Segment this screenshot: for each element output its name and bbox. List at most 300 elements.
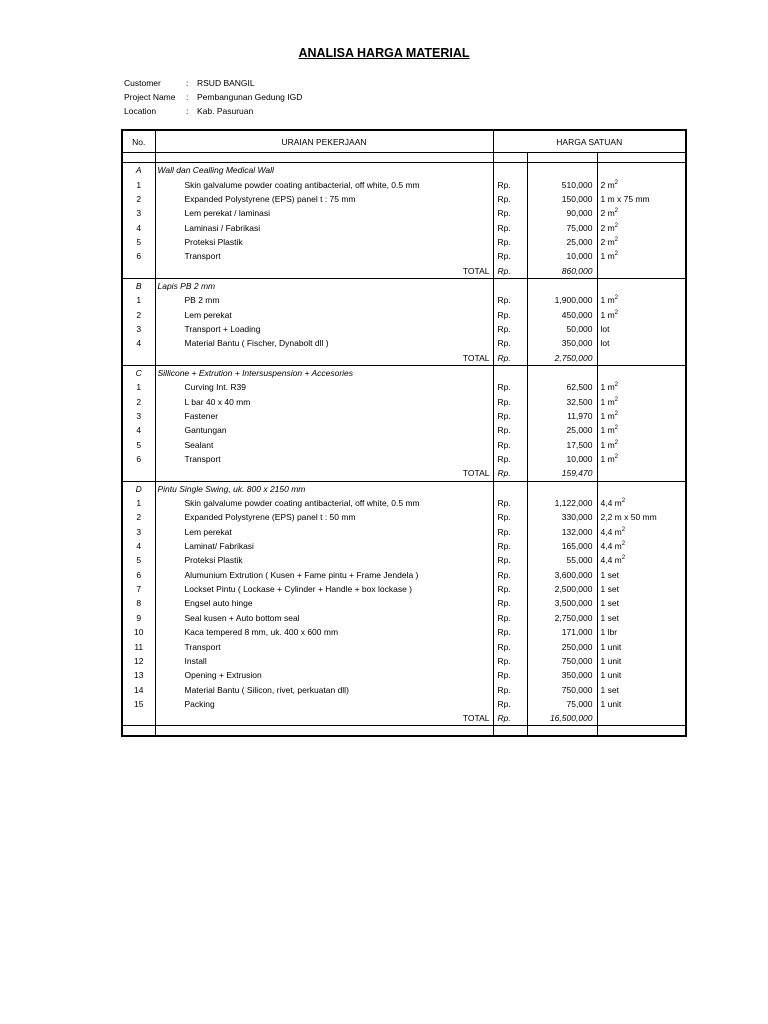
item-description-cell bbox=[155, 336, 493, 350]
section-title: Sillicone + Extrution + Intersuspension + Accesories bbox=[157, 367, 354, 378]
item-unit: 1 m bbox=[600, 309, 615, 320]
unit-superscript: 2 bbox=[621, 498, 626, 505]
spacer-cell bbox=[527, 726, 597, 737]
item-number: 9 bbox=[122, 611, 155, 625]
amount-cell bbox=[527, 365, 597, 380]
item-unit: 1 m bbox=[600, 439, 615, 450]
item-number: 10 bbox=[122, 625, 155, 639]
currency: Rp. bbox=[493, 568, 527, 582]
unit-superscript: 2 bbox=[614, 222, 619, 229]
section-header-row bbox=[122, 163, 686, 178]
item-amount: 330,000 bbox=[527, 510, 597, 524]
header-unit-price: HARGA SATUAN bbox=[493, 130, 686, 153]
unit-cell bbox=[597, 350, 686, 365]
header-description: URAIAN PEKERJAAN bbox=[155, 130, 493, 153]
info-label: Customer bbox=[124, 78, 161, 88]
currency: Rp. bbox=[493, 539, 527, 553]
item-description: Curving Int. R39 bbox=[184, 382, 246, 393]
section-total: 860,000 bbox=[527, 263, 597, 278]
item-amount: 750,000 bbox=[527, 682, 597, 696]
item-amount: 55,000 bbox=[527, 553, 597, 567]
item-description: Lockset Pintu ( Lockase + Cylinder + Handle + box lockase ) bbox=[184, 584, 412, 595]
amount-cell bbox=[527, 278, 597, 293]
item-unit-cell bbox=[597, 293, 686, 307]
section-title-cell bbox=[155, 481, 493, 496]
item-description-cell bbox=[155, 423, 493, 437]
item-number: 12 bbox=[122, 654, 155, 668]
item-amount: 250,000 bbox=[527, 639, 597, 653]
item-number: 15 bbox=[122, 697, 155, 711]
item-unit: 1 m bbox=[600, 295, 615, 306]
unit-cell bbox=[597, 466, 686, 481]
item-description-cell bbox=[155, 510, 493, 524]
item-amount: 10,000 bbox=[527, 452, 597, 466]
section-total-row bbox=[122, 711, 686, 726]
currency: Rp. bbox=[493, 263, 527, 278]
amount-cell bbox=[527, 163, 597, 178]
currency: Rp. bbox=[493, 423, 527, 437]
item-amount: 75,000 bbox=[527, 220, 597, 234]
currency: Rp. bbox=[493, 625, 527, 639]
spacer-cell bbox=[122, 726, 155, 737]
currency: Rp. bbox=[493, 192, 527, 206]
item-amount: 1,122,000 bbox=[527, 496, 597, 510]
item-unit-cell bbox=[597, 380, 686, 394]
table-row bbox=[122, 668, 686, 682]
currency: Rp. bbox=[493, 293, 527, 307]
item-unit-cell bbox=[597, 423, 686, 437]
item-unit: 1 m bbox=[600, 425, 615, 436]
item-unit: 1 unit bbox=[600, 670, 622, 681]
item-unit-cell bbox=[597, 639, 686, 653]
item-unit: 2,2 m x 50 mm bbox=[600, 512, 657, 523]
item-unit-cell bbox=[597, 206, 686, 220]
unit-superscript: 2 bbox=[614, 396, 619, 403]
currency-cell bbox=[493, 278, 527, 293]
price-table bbox=[121, 129, 687, 737]
table-row bbox=[122, 496, 686, 510]
item-amount: 450,000 bbox=[527, 307, 597, 321]
item-description-cell bbox=[155, 249, 493, 263]
item-amount: 17,500 bbox=[527, 438, 597, 452]
item-description: Material Bantu ( Fischer, Dynabolt dll ) bbox=[184, 338, 329, 349]
section-total-row bbox=[122, 263, 686, 278]
item-unit: 1 set bbox=[600, 612, 619, 623]
table-row bbox=[122, 438, 686, 452]
item-unit-cell bbox=[597, 568, 686, 582]
section-total: 2,750,000 bbox=[527, 350, 597, 365]
item-description: Proteksi Plastik bbox=[184, 236, 243, 247]
item-amount: 132,000 bbox=[527, 525, 597, 539]
item-description: Transport bbox=[184, 251, 221, 262]
spacer-row bbox=[122, 726, 686, 737]
table-row bbox=[122, 249, 686, 263]
item-number: 3 bbox=[122, 206, 155, 220]
item-amount: 10,000 bbox=[527, 249, 597, 263]
item-unit: lot bbox=[600, 323, 610, 334]
total-no-cell bbox=[122, 466, 155, 481]
table-row bbox=[122, 380, 686, 394]
item-unit-cell bbox=[597, 192, 686, 206]
currency: Rp. bbox=[493, 249, 527, 263]
currency: Rp. bbox=[493, 177, 527, 191]
item-description-cell bbox=[155, 539, 493, 553]
table-row bbox=[122, 293, 686, 307]
table-row bbox=[122, 596, 686, 610]
item-description-cell bbox=[155, 206, 493, 220]
item-amount: 510,000 bbox=[527, 177, 597, 191]
item-number: 13 bbox=[122, 668, 155, 682]
currency: Rp. bbox=[493, 654, 527, 668]
item-description: Expanded Polystyrene (EPS) panel t : 75 mm bbox=[184, 193, 356, 204]
item-number: 4 bbox=[122, 423, 155, 437]
item-unit-cell bbox=[597, 596, 686, 610]
total-label: TOTAL bbox=[155, 263, 493, 278]
item-number: 7 bbox=[122, 582, 155, 596]
item-number: 14 bbox=[122, 682, 155, 696]
item-number: 2 bbox=[122, 510, 155, 524]
item-description-cell bbox=[155, 235, 493, 249]
item-description: Proteksi Plastik bbox=[184, 555, 243, 566]
info-value: Pembangunan Gedung IGD bbox=[197, 92, 303, 102]
unit-superscript: 2 bbox=[614, 237, 619, 244]
item-unit-cell bbox=[597, 452, 686, 466]
table-row bbox=[122, 682, 686, 696]
item-number: 4 bbox=[122, 220, 155, 234]
item-unit: 1 lbr bbox=[600, 627, 618, 638]
project-info bbox=[124, 76, 302, 118]
section-title-cell bbox=[155, 163, 493, 178]
item-unit: 4,4 m bbox=[600, 555, 622, 566]
unit-superscript: 2 bbox=[614, 251, 619, 258]
item-unit-cell bbox=[597, 697, 686, 711]
currency: Rp. bbox=[493, 409, 527, 423]
item-amount: 2,500,000 bbox=[527, 582, 597, 596]
item-description-cell bbox=[155, 668, 493, 682]
item-unit-cell bbox=[597, 553, 686, 567]
item-description-cell bbox=[155, 625, 493, 639]
total-label: TOTAL bbox=[155, 466, 493, 481]
info-value: RSUD BANGIL bbox=[197, 78, 255, 88]
table-row bbox=[122, 409, 686, 423]
unit-superscript: 2 bbox=[621, 541, 626, 548]
spacer-row bbox=[122, 153, 686, 163]
item-description-cell bbox=[155, 307, 493, 321]
table-row bbox=[122, 697, 686, 711]
info-row-customer bbox=[124, 76, 302, 90]
info-colon: : bbox=[186, 92, 189, 102]
item-description: Lem perekat bbox=[184, 526, 232, 537]
spacer-cell bbox=[493, 726, 527, 737]
item-unit-cell bbox=[597, 249, 686, 263]
currency: Rp. bbox=[493, 438, 527, 452]
item-number: 2 bbox=[122, 395, 155, 409]
table-row bbox=[122, 192, 686, 206]
section-code: C bbox=[122, 365, 155, 380]
item-description-cell bbox=[155, 220, 493, 234]
item-description: Skin galvalume powder coating antibacterial, off white, 0.5 mm bbox=[184, 179, 420, 190]
item-unit: 4,4 m bbox=[600, 498, 622, 509]
item-number: 2 bbox=[122, 307, 155, 321]
item-amount: 50,000 bbox=[527, 322, 597, 336]
table-row bbox=[122, 525, 686, 539]
section-code: B bbox=[122, 278, 155, 293]
item-description: Laminasi / Fabrikasi bbox=[184, 222, 261, 233]
item-description-cell bbox=[155, 596, 493, 610]
info-colon: : bbox=[186, 78, 189, 88]
total-label: TOTAL bbox=[155, 711, 493, 726]
item-number: 3 bbox=[122, 525, 155, 539]
currency: Rp. bbox=[493, 525, 527, 539]
table-row bbox=[122, 235, 686, 249]
section-code: D bbox=[122, 481, 155, 496]
item-number: 8 bbox=[122, 596, 155, 610]
item-description: Fastener bbox=[184, 411, 219, 422]
item-description: Sealant bbox=[184, 439, 214, 450]
item-amount: 350,000 bbox=[527, 668, 597, 682]
item-unit-cell bbox=[597, 409, 686, 423]
table-row bbox=[122, 568, 686, 582]
item-description-cell bbox=[155, 395, 493, 409]
item-description-cell bbox=[155, 568, 493, 582]
table-row bbox=[122, 336, 686, 350]
item-unit-cell bbox=[597, 625, 686, 639]
item-unit: 2 m bbox=[600, 222, 615, 233]
item-unit-cell bbox=[597, 438, 686, 452]
item-amount: 90,000 bbox=[527, 206, 597, 220]
item-number: 1 bbox=[122, 380, 155, 394]
item-description: Alumunium Extrution ( Kusen + Fame pintu + Frame Jendela ) bbox=[184, 569, 419, 580]
section-total: 159,470 bbox=[527, 466, 597, 481]
table-row bbox=[122, 553, 686, 567]
spacer-cell bbox=[597, 726, 686, 737]
item-amount: 3,600,000 bbox=[527, 568, 597, 582]
table-row bbox=[122, 625, 686, 639]
item-description-cell bbox=[155, 582, 493, 596]
item-unit: 1 set bbox=[600, 569, 619, 580]
currency: Rp. bbox=[493, 466, 527, 481]
unit-cell bbox=[597, 711, 686, 726]
unit-cell bbox=[597, 263, 686, 278]
item-amount: 171,000 bbox=[527, 625, 597, 639]
item-number: 2 bbox=[122, 192, 155, 206]
unit-superscript: 2 bbox=[614, 208, 619, 215]
price-table-body bbox=[122, 130, 686, 736]
item-description: Seal kusen + Auto bottom seal bbox=[184, 612, 300, 623]
table-row bbox=[122, 322, 686, 336]
item-unit: 1 set bbox=[600, 598, 619, 609]
item-description-cell bbox=[155, 452, 493, 466]
item-number: 3 bbox=[122, 322, 155, 336]
item-number: 1 bbox=[122, 496, 155, 510]
item-unit: lot bbox=[600, 338, 610, 349]
item-description: Material Bantu ( Silicon, rivet, perkuatan dll) bbox=[184, 684, 349, 695]
item-description: Install bbox=[184, 655, 207, 666]
item-amount: 62,500 bbox=[527, 380, 597, 394]
unit-superscript: 2 bbox=[614, 179, 619, 186]
item-description-cell bbox=[155, 654, 493, 668]
item-number: 1 bbox=[122, 177, 155, 191]
info-label: Location bbox=[124, 106, 157, 116]
currency: Rp. bbox=[493, 206, 527, 220]
item-number: 1 bbox=[122, 293, 155, 307]
item-description-cell bbox=[155, 380, 493, 394]
item-description-cell bbox=[155, 611, 493, 625]
item-amount: 2,750,000 bbox=[527, 611, 597, 625]
item-unit-cell bbox=[597, 322, 686, 336]
item-unit-cell bbox=[597, 336, 686, 350]
item-amount: 3,500,000 bbox=[527, 596, 597, 610]
section-title-cell bbox=[155, 278, 493, 293]
item-description-cell bbox=[155, 553, 493, 567]
currency: Rp. bbox=[493, 639, 527, 653]
item-description-cell bbox=[155, 697, 493, 711]
item-unit-cell bbox=[597, 525, 686, 539]
item-unit: 1 unit bbox=[600, 698, 622, 709]
currency: Rp. bbox=[493, 668, 527, 682]
item-description: Kaca tempered 8 mm, uk. 400 x 600 mm bbox=[184, 627, 339, 638]
item-unit-cell bbox=[597, 307, 686, 321]
spacer-cell bbox=[155, 153, 493, 163]
item-amount: 11,970 bbox=[527, 409, 597, 423]
item-unit: 1 set bbox=[600, 584, 619, 595]
item-description: Skin galvalume powder coating antibacterial, off white, 0.5 mm bbox=[184, 498, 420, 509]
unit-superscript: 2 bbox=[614, 382, 619, 389]
currency: Rp. bbox=[493, 395, 527, 409]
currency: Rp. bbox=[493, 380, 527, 394]
table-row bbox=[122, 582, 686, 596]
item-unit-cell bbox=[597, 668, 686, 682]
spacer-cell bbox=[493, 153, 527, 163]
item-unit: 1 unit bbox=[600, 655, 622, 666]
unit-superscript: 2 bbox=[614, 454, 619, 461]
item-unit: 1 m bbox=[600, 382, 615, 393]
item-description: Lem perekat bbox=[184, 309, 232, 320]
currency: Rp. bbox=[493, 452, 527, 466]
unit-superscript: 2 bbox=[621, 555, 626, 562]
item-amount: 350,000 bbox=[527, 336, 597, 350]
currency: Rp. bbox=[493, 682, 527, 696]
item-description-cell bbox=[155, 682, 493, 696]
currency: Rp. bbox=[493, 496, 527, 510]
item-unit-cell bbox=[597, 682, 686, 696]
item-amount: 1,900,000 bbox=[527, 293, 597, 307]
table-row bbox=[122, 177, 686, 191]
currency: Rp. bbox=[493, 350, 527, 365]
table-row bbox=[122, 539, 686, 553]
item-description: Expanded Polystyrene (EPS) panel t : 50 mm bbox=[184, 512, 356, 523]
section-title: Pintu Single Swing, uk. 800 x 2150 mm bbox=[157, 483, 306, 494]
item-description: Engsel auto hinge bbox=[184, 598, 253, 609]
item-description-cell bbox=[155, 192, 493, 206]
item-number: 4 bbox=[122, 539, 155, 553]
item-unit: 1 m bbox=[600, 411, 615, 422]
section-header-row bbox=[122, 365, 686, 380]
item-unit-cell bbox=[597, 235, 686, 249]
currency: Rp. bbox=[493, 611, 527, 625]
section-total-row bbox=[122, 466, 686, 481]
section-title-cell bbox=[155, 365, 493, 380]
item-unit: 1 set bbox=[600, 684, 619, 695]
item-description: Transport bbox=[184, 641, 221, 652]
item-description: Lem perekat / laminasi bbox=[184, 208, 271, 219]
table-row bbox=[122, 395, 686, 409]
item-description: Transport bbox=[184, 454, 221, 465]
item-unit: 4,4 m bbox=[600, 526, 622, 537]
item-unit-cell bbox=[597, 220, 686, 234]
section-title: Wall dan Cealling Medical Wall bbox=[157, 165, 274, 176]
table-row bbox=[122, 452, 686, 466]
item-description-cell bbox=[155, 177, 493, 191]
info-value: Kab. Pasuruan bbox=[197, 106, 254, 116]
info-row-project-name bbox=[124, 90, 302, 104]
unit-cell bbox=[597, 278, 686, 293]
currency: Rp. bbox=[493, 711, 527, 726]
item-unit-cell bbox=[597, 177, 686, 191]
item-unit-cell bbox=[597, 611, 686, 625]
item-unit: 1 m bbox=[600, 396, 615, 407]
table-row bbox=[122, 611, 686, 625]
table-row bbox=[122, 423, 686, 437]
table-row bbox=[122, 639, 686, 653]
table-row bbox=[122, 220, 686, 234]
currency: Rp. bbox=[493, 235, 527, 249]
item-description-cell bbox=[155, 496, 493, 510]
item-unit: 1 m bbox=[600, 251, 615, 262]
item-number: 6 bbox=[122, 452, 155, 466]
item-unit: 2 m bbox=[600, 236, 615, 247]
info-label: Project Name bbox=[124, 92, 176, 102]
unit-superscript: 2 bbox=[614, 309, 619, 316]
spacer-cell bbox=[527, 153, 597, 163]
item-unit: 4,4 m bbox=[600, 541, 622, 552]
section-code: A bbox=[122, 163, 155, 178]
section-total: 16,500,000 bbox=[527, 711, 597, 726]
item-description-cell bbox=[155, 639, 493, 653]
unit-superscript: 2 bbox=[621, 526, 626, 533]
section-header-row bbox=[122, 481, 686, 496]
item-amount: 32,500 bbox=[527, 395, 597, 409]
item-unit-cell bbox=[597, 539, 686, 553]
table-row bbox=[122, 510, 686, 524]
currency: Rp. bbox=[493, 322, 527, 336]
item-number: 6 bbox=[122, 249, 155, 263]
unit-superscript: 2 bbox=[614, 425, 619, 432]
table-header-row bbox=[122, 130, 686, 153]
item-description-cell bbox=[155, 409, 493, 423]
item-description: Opening + Extrusion bbox=[184, 670, 262, 681]
unit-cell bbox=[597, 365, 686, 380]
item-amount: 75,000 bbox=[527, 697, 597, 711]
item-unit: 2 m bbox=[600, 208, 615, 219]
spacer-cell bbox=[597, 153, 686, 163]
currency: Rp. bbox=[493, 553, 527, 567]
info-colon: : bbox=[186, 106, 189, 116]
currency: Rp. bbox=[493, 697, 527, 711]
currency: Rp. bbox=[493, 336, 527, 350]
item-description: Gantungan bbox=[184, 425, 227, 436]
currency: Rp. bbox=[493, 582, 527, 596]
item-amount: 750,000 bbox=[527, 654, 597, 668]
item-description-cell bbox=[155, 525, 493, 539]
item-unit: 2 m bbox=[600, 179, 615, 190]
item-description: Packing bbox=[184, 698, 215, 709]
item-amount: 25,000 bbox=[527, 423, 597, 437]
currency: Rp. bbox=[493, 307, 527, 321]
item-number: 4 bbox=[122, 336, 155, 350]
info-row-location bbox=[124, 104, 302, 118]
item-description: L bar 40 x 40 mm bbox=[184, 396, 251, 407]
